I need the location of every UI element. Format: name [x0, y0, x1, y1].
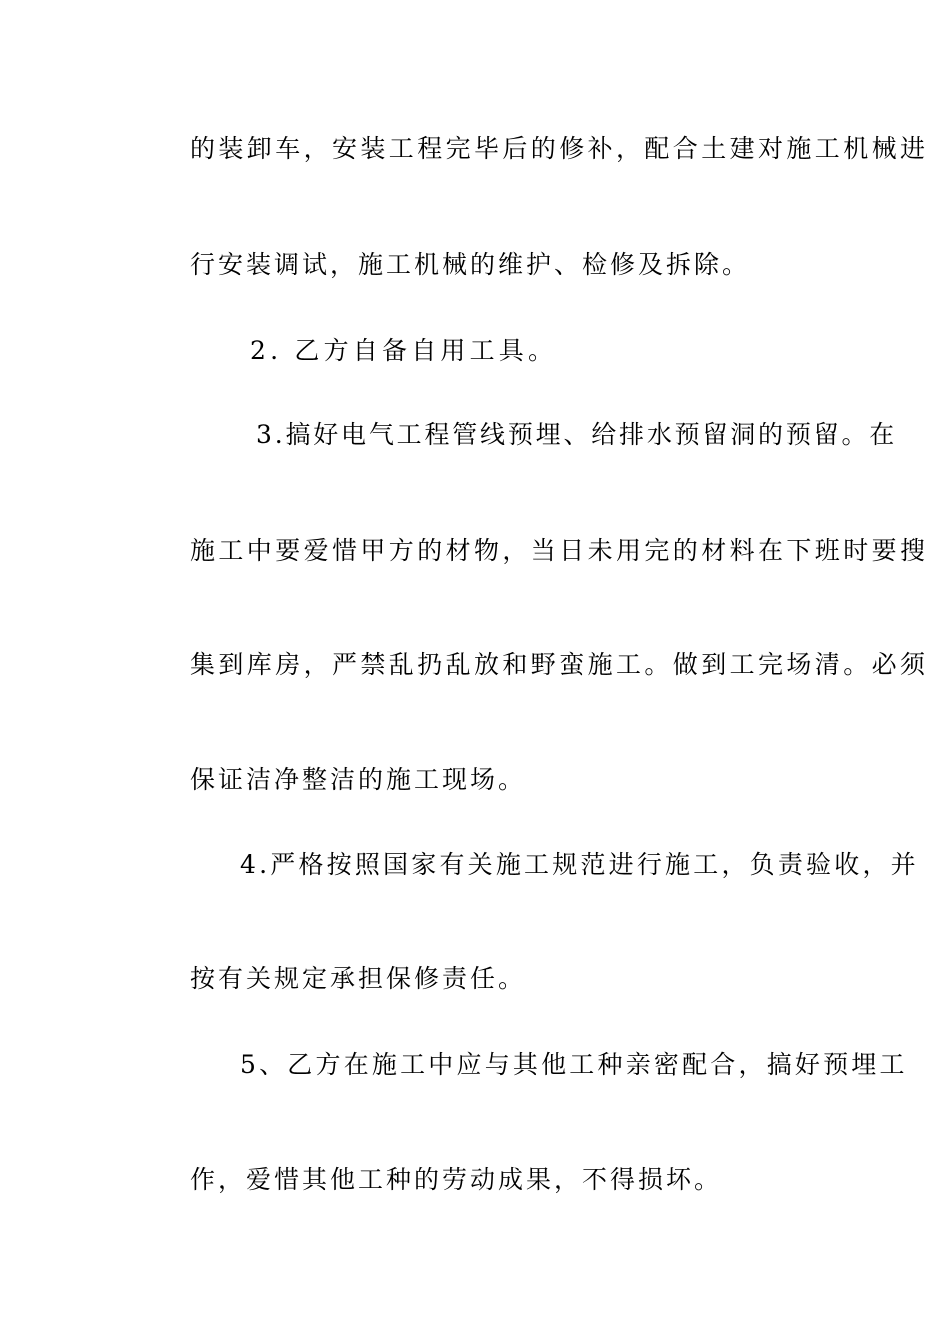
text-line: 作，爱惜其他工种的劳动成果，不得损坏。 [190, 1165, 723, 1194]
text-line: 施工中要爱惜甲方的材物，当日未用完的材料在下班时要搜 [190, 536, 929, 565]
text-line: 按有关规定承担保修责任。 [190, 964, 527, 993]
list-item-5: 5、乙方在施工中应与其他工种亲密配合，搞好预埋工 [240, 1050, 908, 1079]
list-item-3: 3.搞好电气工程管线预埋、给排水预留洞的预留。在 [256, 420, 898, 449]
text-line: 保证洁净整洁的施工现场。 [190, 765, 527, 794]
text-line: 行安装调试，施工机械的维护、检修及拆除。 [190, 250, 751, 279]
text-line: 的装卸车，安装工程完毕后的修补，配合土建对施工机械进 [190, 134, 929, 163]
list-item-2: 2. 乙方自备自用工具。 [250, 336, 558, 365]
list-item-4: 4.严格按照国家有关施工规范进行施工，负责验收，并 [240, 850, 919, 879]
text-line: 集到库房，严禁乱扔乱放和野蛮施工。做到工完场清。必须 [190, 650, 929, 679]
